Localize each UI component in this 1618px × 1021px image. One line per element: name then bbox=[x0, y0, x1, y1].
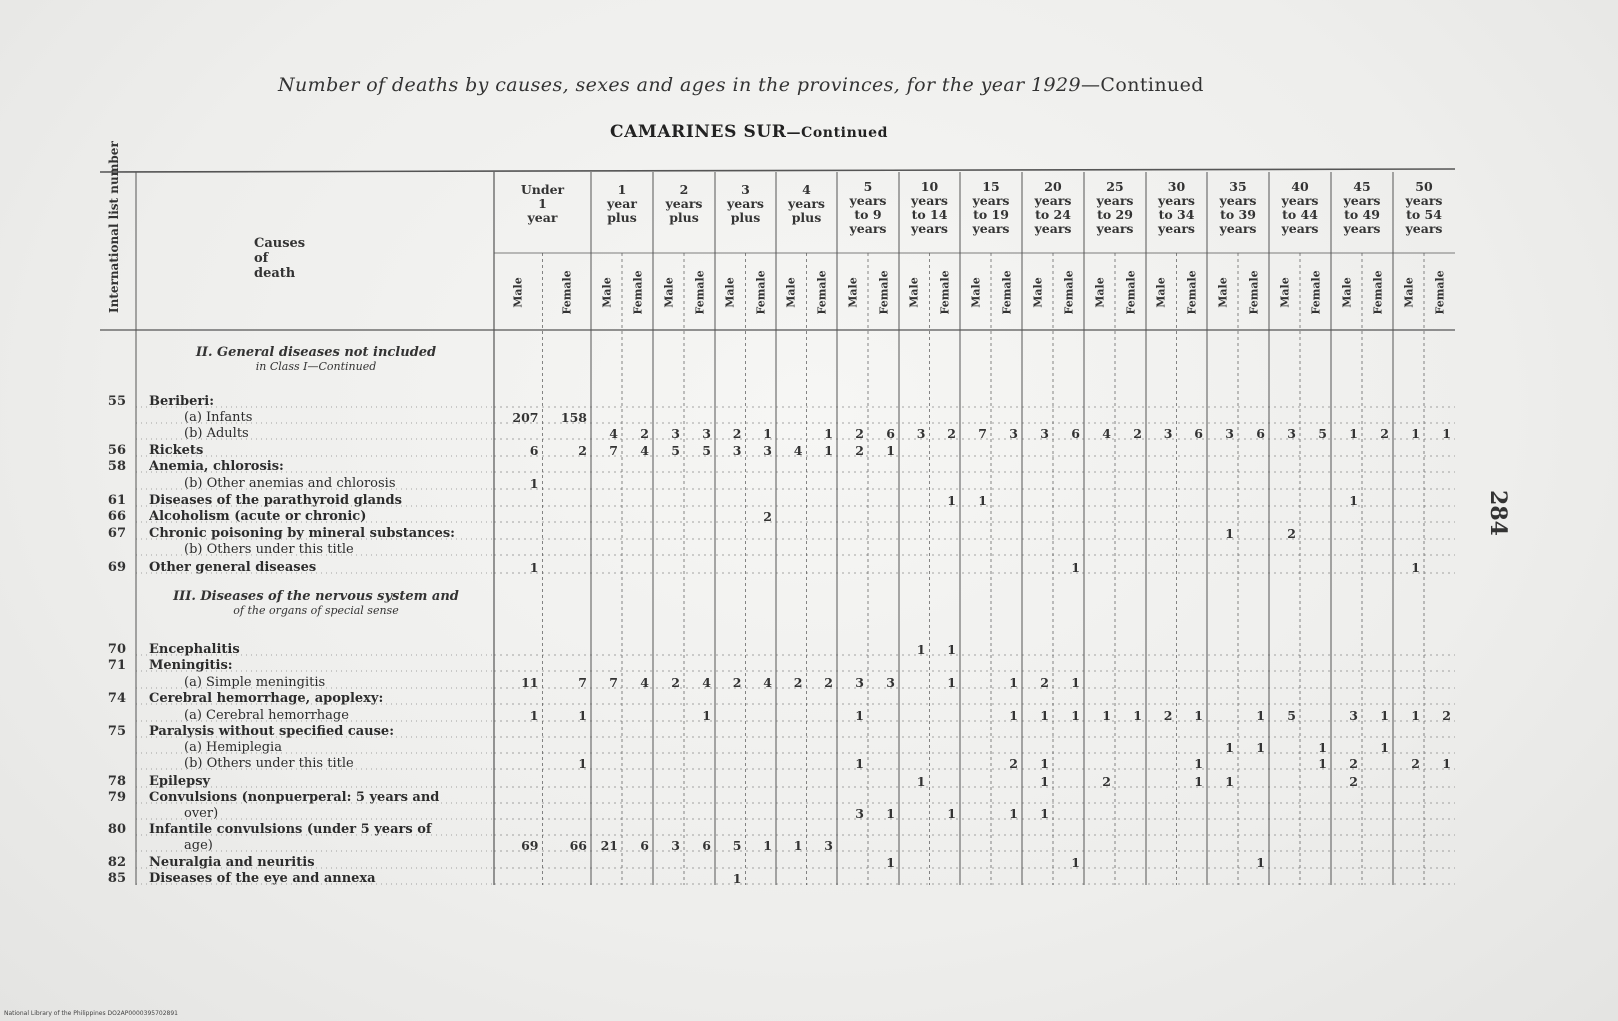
table-cell: 1 bbox=[1318, 740, 1327, 755]
age-group-header-line: years bbox=[1096, 221, 1134, 236]
male-column-header: Male bbox=[1340, 277, 1353, 308]
table-cell: 1 bbox=[793, 838, 803, 853]
age-group-header-line: to 19 bbox=[973, 207, 1009, 222]
table-cell: 1 bbox=[855, 708, 864, 723]
table-cell: 2 bbox=[1380, 426, 1389, 441]
age-group-header-a35 bbox=[1207, 180, 1269, 236]
cause-label: Cerebral hemorrhage, apoplexy: bbox=[149, 691, 384, 706]
table-cell: 1 bbox=[1009, 806, 1018, 821]
age-group-header-line: to 9 bbox=[854, 207, 882, 222]
age-group-header-line: years bbox=[911, 193, 948, 208]
table-cell: 1 bbox=[886, 855, 895, 870]
age-group-header-a45 bbox=[1331, 180, 1393, 236]
age-group-header-line: to 54 bbox=[1406, 207, 1442, 222]
age-group-header-line: 2 bbox=[679, 182, 689, 197]
table-cell: 1 bbox=[947, 642, 956, 657]
age-group-header-line: to 44 bbox=[1282, 207, 1318, 222]
table-cell: 4 bbox=[640, 443, 649, 458]
table-cell: 3 bbox=[855, 806, 864, 821]
row-number: 58 bbox=[107, 459, 126, 474]
table-cell: 3 bbox=[916, 426, 926, 441]
age-group-header-line: years bbox=[1219, 193, 1257, 208]
table-cell: 1 bbox=[1071, 708, 1080, 723]
female-column-header: Female bbox=[1247, 270, 1260, 315]
age-group-header-a30 bbox=[1146, 180, 1207, 236]
cause-label: Anemia, chlorosis: bbox=[149, 459, 284, 474]
female-column-header: Female bbox=[1124, 270, 1137, 315]
row-number: 56 bbox=[107, 443, 126, 458]
age-group-header-line: year bbox=[607, 196, 637, 211]
table-cell: 1 bbox=[1133, 708, 1142, 723]
table-cell: 1 bbox=[529, 708, 539, 723]
table-cell: 1 bbox=[1040, 774, 1049, 789]
female-column-header: Female bbox=[754, 270, 768, 315]
cause-label: (b) Others under this title bbox=[184, 542, 354, 557]
age-group-header-line: years bbox=[1343, 193, 1381, 208]
table-cell: 1 bbox=[978, 493, 987, 508]
table-cell: 1 bbox=[1442, 426, 1451, 441]
table-cell: 1 bbox=[947, 806, 956, 821]
table-cell: 2 bbox=[1349, 756, 1358, 771]
table-cell: 1 bbox=[916, 774, 926, 789]
age-group-header-line: 15 bbox=[982, 179, 1000, 194]
table-cell: 1 bbox=[1071, 675, 1080, 690]
table-cell: 5 bbox=[732, 838, 742, 853]
table-cell: 1 bbox=[824, 443, 833, 458]
table-cell: 2 bbox=[855, 443, 864, 458]
age-group-header-line: 1 bbox=[617, 182, 627, 197]
table-cell: 7 bbox=[609, 675, 618, 690]
cause-label: Alcoholism (acute or chronic) bbox=[149, 509, 367, 524]
age-group-header-line: plus bbox=[730, 210, 761, 225]
cause-label: age) bbox=[184, 838, 213, 853]
age-group-header-line: years bbox=[727, 196, 764, 211]
cause-label: (b) Others under this title bbox=[184, 756, 354, 771]
female-column-header: Female bbox=[877, 270, 890, 315]
age-group-header-line: 25 bbox=[1106, 179, 1124, 194]
age-group-header-line: 40 bbox=[1291, 179, 1309, 194]
row-number: 55 bbox=[107, 394, 126, 409]
cause-label: (a) Cerebral hemorrhage bbox=[184, 708, 349, 723]
age-group-header-line: plus bbox=[607, 210, 637, 225]
female-column-header: Female bbox=[815, 270, 829, 315]
section-header bbox=[146, 590, 486, 618]
age-group-header-line: years bbox=[1405, 221, 1443, 236]
age-group-header-line: 45 bbox=[1353, 179, 1371, 194]
age-group-header-line: years bbox=[1281, 221, 1319, 236]
table-cell: 1 bbox=[1411, 560, 1420, 575]
table-cell: 1 bbox=[1256, 855, 1265, 870]
age-group-header-line: years bbox=[1405, 193, 1443, 208]
female-column-header: Female bbox=[631, 270, 644, 315]
male-column-header: Male bbox=[1278, 277, 1291, 308]
age-group-header-line: plus bbox=[791, 210, 822, 225]
age-group-header-a20 bbox=[1022, 180, 1084, 236]
male-column-header: Male bbox=[723, 277, 737, 308]
table-cell: 7 bbox=[978, 426, 987, 441]
table-cell: 1 bbox=[763, 838, 772, 853]
age-group-header-line: to 34 bbox=[1158, 207, 1195, 222]
table-cell: 2 bbox=[793, 675, 803, 690]
table-cell: 1 bbox=[824, 426, 833, 441]
female-column-header: Female bbox=[938, 270, 952, 315]
table-cell: 6 bbox=[702, 838, 711, 853]
table-cell: 1 bbox=[1225, 526, 1234, 541]
table-cell: 2 bbox=[1102, 774, 1111, 789]
age-group-header-a15 bbox=[960, 180, 1022, 236]
age-group-header-a50 bbox=[1393, 180, 1455, 236]
table-cell: 6 bbox=[886, 426, 895, 441]
table-cell: 1 bbox=[947, 675, 956, 690]
cause-label: over) bbox=[184, 806, 219, 821]
row-number: 79 bbox=[107, 790, 126, 805]
cause-label: (a) Simple meningitis bbox=[184, 675, 326, 690]
table-cell: 1 bbox=[1225, 740, 1234, 755]
table-cell: 7 bbox=[609, 443, 618, 458]
female-column-header: Female bbox=[1433, 270, 1446, 315]
age-group-header-line: 30 bbox=[1167, 179, 1186, 194]
female-column-header: Female bbox=[1371, 270, 1384, 315]
table-cell: 2 bbox=[732, 675, 742, 690]
table-cell: 2 bbox=[1040, 675, 1049, 690]
table-cell: 4 bbox=[793, 443, 803, 458]
table-cell: 2 bbox=[732, 426, 742, 441]
cause-label: Chronic poisoning by mineral substances: bbox=[149, 526, 455, 541]
table-cell: 1 bbox=[1411, 708, 1420, 723]
row-number: 82 bbox=[107, 855, 126, 870]
row-number: 69 bbox=[107, 560, 126, 575]
table-cell: 11 bbox=[521, 675, 539, 690]
table-cell: 1 bbox=[1256, 740, 1265, 755]
table-cell: 1 bbox=[1411, 426, 1420, 441]
document-title: Number of deaths by causes, sexes and ages in the provinces, for the year 1929—Continued bbox=[278, 74, 1204, 96]
table-cell: 1 bbox=[529, 560, 539, 575]
table-cell: 1 bbox=[947, 493, 956, 508]
cause-label: Other general diseases bbox=[149, 560, 317, 575]
table-cell: 1 bbox=[1225, 774, 1234, 789]
cause-label: (b) Other anemias and chlorosis bbox=[184, 476, 396, 491]
table-cell: 6 bbox=[1071, 426, 1080, 441]
age-group-header-line: to 49 bbox=[1344, 207, 1380, 222]
table-cell: 4 bbox=[702, 675, 711, 690]
table-cell: 4 bbox=[609, 426, 618, 441]
male-column-header: Male bbox=[784, 277, 798, 308]
table-cell: 1 bbox=[1040, 708, 1049, 723]
table-cell: 1 bbox=[1349, 493, 1358, 508]
table-cell: 1 bbox=[1009, 675, 1018, 690]
table-cell: 1 bbox=[1071, 855, 1080, 870]
table-cell: 4 bbox=[763, 675, 772, 690]
age-group-header-a1 bbox=[591, 183, 653, 225]
age-group-header-a4 bbox=[776, 183, 837, 225]
table-cell: 7 bbox=[578, 675, 587, 690]
row-number: 78 bbox=[107, 774, 126, 789]
male-column-header: Male bbox=[662, 277, 675, 308]
table-cell: 6 bbox=[640, 838, 649, 853]
table-cell: 69 bbox=[521, 838, 539, 853]
cause-label: (a) Infants bbox=[184, 410, 253, 425]
age-group-header-line: 3 bbox=[741, 182, 750, 197]
table-cell: 1 bbox=[1194, 756, 1203, 771]
cause-label: Beriberi: bbox=[149, 394, 214, 409]
page-number: 284 bbox=[1484, 490, 1511, 536]
age-group-header-line: 4 bbox=[802, 182, 811, 197]
table-cell: 1 bbox=[1442, 756, 1451, 771]
table-cell: 3 bbox=[1349, 708, 1358, 723]
table-cell: 2 bbox=[824, 675, 833, 690]
table-cell: 2 bbox=[1133, 426, 1142, 441]
age-group-header-line: years bbox=[1281, 193, 1319, 208]
female-column-header: Female bbox=[1062, 270, 1075, 315]
table-top-rule bbox=[100, 169, 1455, 172]
age-group-header-line: years bbox=[1219, 221, 1257, 236]
row-number: 67 bbox=[107, 526, 126, 541]
age-group-header-line: year bbox=[527, 210, 558, 225]
table-cell: 6 bbox=[529, 443, 539, 458]
age-group-header-line: years bbox=[1158, 221, 1195, 236]
cause-label: Paralysis without specified cause: bbox=[149, 724, 395, 739]
cause-label: (b) Adults bbox=[184, 426, 249, 441]
table-cell: 1 bbox=[1380, 708, 1389, 723]
table-cell: 2 bbox=[1411, 756, 1420, 771]
cause-label: Rickets bbox=[149, 443, 204, 458]
table-cell: 1 bbox=[1040, 806, 1049, 821]
section-header bbox=[146, 346, 486, 374]
causes-header: Causes of death bbox=[254, 236, 306, 281]
male-column-header: Male bbox=[511, 277, 525, 308]
table-cell: 1 bbox=[1040, 756, 1049, 771]
male-column-header: Male bbox=[1402, 277, 1415, 308]
table-cell: 3 bbox=[671, 838, 680, 853]
table-cell: 2 bbox=[578, 443, 587, 458]
male-column-header: Male bbox=[1093, 277, 1106, 308]
table-cell: 3 bbox=[824, 838, 833, 853]
table-cell: 1 bbox=[916, 642, 926, 657]
table-cell: 3 bbox=[1225, 426, 1234, 441]
table-cell: 2 bbox=[1442, 708, 1451, 723]
footer-credit: National Library of the Philippines DO2AP0000395702891 bbox=[4, 1010, 178, 1017]
table-cell: 1 bbox=[732, 871, 742, 886]
table-cell: 1 bbox=[702, 708, 711, 723]
age-group-header-u1 bbox=[494, 183, 591, 225]
age-group-header-line: 1 bbox=[538, 196, 547, 211]
cause-label: Epilepsy bbox=[149, 774, 211, 789]
table-cell: 3 bbox=[702, 426, 711, 441]
table-cell: 3 bbox=[1009, 426, 1018, 441]
table-cell: 1 bbox=[1318, 756, 1327, 771]
table-cell: 158 bbox=[560, 410, 587, 425]
table-cell: 5 bbox=[1318, 426, 1327, 441]
table-cell: 207 bbox=[512, 410, 539, 425]
table-cell: 1 bbox=[578, 756, 587, 771]
table-cell: 4 bbox=[1102, 426, 1111, 441]
age-group-header-line: years bbox=[972, 193, 1010, 208]
table-cell: 1 bbox=[763, 426, 772, 441]
table-cell: 1 bbox=[529, 476, 539, 491]
age-group-header-line: to 29 bbox=[1097, 207, 1133, 222]
age-group-header-a2 bbox=[653, 183, 715, 225]
table-cell: 3 bbox=[855, 675, 864, 690]
table-cell: 2 bbox=[763, 509, 772, 524]
female-column-header: Female bbox=[560, 270, 574, 315]
table-cell: 2 bbox=[947, 426, 956, 441]
age-group-header-line: to 39 bbox=[1220, 207, 1256, 222]
table-cell: 6 bbox=[1256, 426, 1265, 441]
row-number: 61 bbox=[107, 493, 126, 508]
table-cell: 2 bbox=[1349, 774, 1358, 789]
table-cell: 2 bbox=[640, 426, 649, 441]
table-cell: 5 bbox=[671, 443, 680, 458]
table-cell: 1 bbox=[1194, 774, 1203, 789]
table-cell: 2 bbox=[855, 426, 864, 441]
table-cell: 66 bbox=[569, 838, 587, 853]
row-number: 75 bbox=[107, 724, 126, 739]
cause-label: Convulsions (nonpuerperal: 5 years and bbox=[149, 790, 440, 805]
table-cell: 1 bbox=[886, 806, 895, 821]
table-cell: 1 bbox=[886, 443, 895, 458]
table-cell: 1 bbox=[1071, 560, 1080, 575]
male-column-header: Male bbox=[1031, 277, 1044, 308]
table-cell: 3 bbox=[886, 675, 895, 690]
row-number: 85 bbox=[107, 871, 126, 886]
age-group-header-line: years bbox=[788, 196, 825, 211]
male-column-header: Male bbox=[846, 277, 859, 308]
table-cell: 21 bbox=[600, 838, 618, 853]
male-column-header: Male bbox=[969, 277, 982, 308]
male-column-header: Male bbox=[1154, 277, 1168, 308]
age-group-header-line: years bbox=[911, 221, 948, 236]
age-group-header-a5 bbox=[837, 180, 899, 236]
female-column-header: Female bbox=[1185, 270, 1199, 315]
table-cell: 1 bbox=[1380, 740, 1389, 755]
table-cell: 1 bbox=[1256, 708, 1265, 723]
section-header-subtitle: of the organs of special sense bbox=[233, 604, 399, 617]
cause-label: Infantile convulsions (under 5 years of bbox=[149, 822, 432, 837]
age-group-header-a10 bbox=[899, 180, 960, 236]
age-group-header-line: years bbox=[1096, 193, 1134, 208]
table-cell: 3 bbox=[1163, 426, 1173, 441]
female-column-header: Female bbox=[1000, 270, 1013, 315]
age-group-header-line: 10 bbox=[920, 179, 939, 194]
table-cell: 3 bbox=[1040, 426, 1049, 441]
age-group-header-line: years bbox=[1158, 193, 1195, 208]
male-column-header: Male bbox=[600, 277, 613, 308]
table-cell: 1 bbox=[578, 708, 587, 723]
table-cell: 2 bbox=[671, 675, 680, 690]
cause-label: Encephalitis bbox=[149, 642, 240, 657]
row-number: 80 bbox=[107, 822, 126, 837]
age-group-header-line: to 24 bbox=[1035, 207, 1071, 222]
age-group-header-line: years bbox=[1034, 193, 1072, 208]
row-number: 70 bbox=[107, 642, 126, 657]
age-group-header-line: years bbox=[972, 221, 1010, 236]
table-cell: 5 bbox=[1287, 708, 1296, 723]
table-cell: 5 bbox=[702, 443, 711, 458]
intl-list-header: International list number bbox=[107, 141, 121, 313]
table-cell: 2 bbox=[1287, 526, 1296, 541]
cause-label: Diseases of the parathyroid glands bbox=[149, 493, 402, 508]
age-group-header-line: to 14 bbox=[911, 207, 948, 222]
age-group-header-line: 50 bbox=[1415, 179, 1433, 194]
age-group-header-line: 20 bbox=[1044, 179, 1062, 194]
section-header-title: III. Diseases of the nervous system and bbox=[173, 589, 459, 604]
age-group-header-a40 bbox=[1269, 180, 1331, 236]
row-number: 74 bbox=[107, 691, 126, 706]
cause-label: (a) Hemiplegia bbox=[184, 740, 282, 755]
age-group-header-line: 35 bbox=[1229, 179, 1247, 194]
row-number: 66 bbox=[107, 509, 126, 524]
table-cell: 1 bbox=[1194, 708, 1203, 723]
age-group-header-line: years bbox=[665, 196, 703, 211]
male-column-header: Male bbox=[907, 277, 921, 308]
age-group-header-line: years bbox=[849, 221, 887, 236]
table-cell: 2 bbox=[1163, 708, 1173, 723]
age-group-header-a25 bbox=[1084, 180, 1146, 236]
age-group-header-line: 5 bbox=[863, 179, 873, 194]
age-group-header-line: years bbox=[1034, 221, 1072, 236]
cause-label: Neuralgia and neuritis bbox=[149, 855, 315, 870]
table-cell: 1 bbox=[1102, 708, 1111, 723]
table-cell: 1 bbox=[1009, 708, 1018, 723]
cause-label: Diseases of the eye and annexa bbox=[149, 871, 376, 886]
female-column-header: Female bbox=[1309, 270, 1322, 315]
age-group-header-line: years bbox=[1343, 221, 1381, 236]
table-cell: 1 bbox=[1349, 426, 1358, 441]
table-cell: 3 bbox=[1287, 426, 1296, 441]
age-group-header-a3 bbox=[715, 183, 776, 225]
age-group-header-line: Under bbox=[520, 182, 565, 197]
table-cell: 1 bbox=[855, 756, 864, 771]
section-header-title: II. General diseases not included bbox=[195, 345, 437, 360]
age-group-header-line: years bbox=[849, 193, 887, 208]
table-cell: 2 bbox=[1009, 756, 1018, 771]
male-column-header: Male bbox=[1216, 277, 1229, 308]
age-group-header-line: plus bbox=[669, 210, 699, 225]
table-cell: 6 bbox=[1194, 426, 1203, 441]
section-header-subtitle: in Class I—Continued bbox=[255, 360, 377, 373]
table-cell: 4 bbox=[640, 675, 649, 690]
table-cell: 3 bbox=[732, 443, 742, 458]
table-cell: 3 bbox=[671, 426, 680, 441]
row-number: 71 bbox=[107, 658, 126, 673]
table-cell: 3 bbox=[763, 443, 772, 458]
female-column-header: Female bbox=[693, 270, 706, 315]
cause-label: Meningitis: bbox=[149, 658, 233, 673]
document-subtitle: CAMARINES SUR—Continued bbox=[610, 122, 889, 142]
